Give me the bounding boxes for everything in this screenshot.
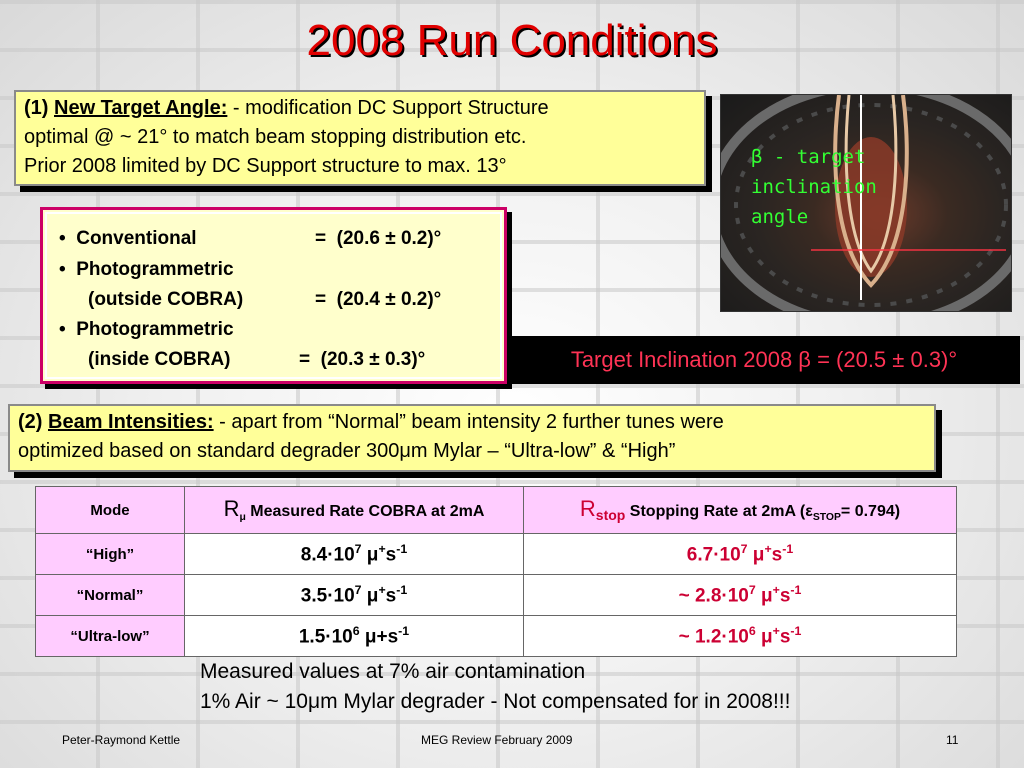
- target-inclination-result: Target Inclination 2008 β = (20.5 ± 0.3)°: [508, 336, 1020, 384]
- table-row: [36, 534, 957, 575]
- stopping-rate-cell: ~ $2.8\cdot 10^7$ $\mu^+s^{-1}$: [524, 575, 957, 616]
- header-mode: Mode: [36, 487, 185, 534]
- bullet: •: [59, 319, 66, 340]
- measured-rate-cell: $8.4\cdot 10^7$ $\mu^+s^{-1}$: [185, 534, 524, 575]
- mode-cell: “Normal”: [36, 575, 185, 616]
- box1-text1: - modification DC Support Structure: [227, 97, 549, 119]
- box2-heading: Beam Intensities:: [48, 411, 214, 433]
- measurement-value: = (20.3 ± 0.3)°: [299, 349, 426, 370]
- bullet: •: [59, 259, 66, 280]
- beam-intensities-box: [8, 404, 936, 472]
- measurement-value: = (20.6 ± 0.2)°: [315, 228, 442, 249]
- bullet: •: [59, 228, 66, 249]
- measured-rate-cell: $1.5\cdot 10^6$ $\mu+s^{-1}$: [185, 616, 524, 657]
- photo-annotation: β - target: [751, 146, 866, 168]
- measurement-label: Photogrammetric: [76, 259, 234, 280]
- header-measured-rate: $R_\mu$ Measured Rate COBRA at 2mA: [185, 487, 524, 534]
- box2-line2: optimized based on standard degrader 300μm Mylar – “Ultra-low” & “High”: [18, 440, 676, 462]
- measurement-label: Conventional: [76, 228, 197, 249]
- box2-prefix: (2): [18, 411, 48, 433]
- box1-line3: Prior 2008 limited by DC Support structure to max. 13°: [24, 155, 507, 177]
- measured-rate-cell: $3.5\cdot 10^7$ $\mu^+s^{-1}$: [185, 575, 524, 616]
- header-stopping-rate: $R_{stop}$ Stopping Rate at 2mA $(\varepsilon_{STOP}= 0.794)$: [524, 487, 957, 534]
- target-photo-illustration: [721, 95, 1011, 311]
- footer-author: Peter-Raymond Kettle: [62, 733, 181, 747]
- notes: [200, 657, 790, 717]
- measurement-value: = (20.4 ± 0.2)°: [315, 289, 442, 310]
- stopping-rate-cell: $6.7\cdot 10^7$ $\mu^+s^{-1}$: [524, 534, 957, 575]
- beam-modes-table: [35, 486, 957, 657]
- stopping-rate-cell: ~ $1.2\cdot 10^6$ $\mu^+s^{-1}$: [524, 616, 957, 657]
- angle-measurements-box: [40, 207, 507, 384]
- note-line: Measured values at 7% air contamination: [200, 660, 586, 683]
- box1-line2: optimal @ ~ 21° to match beam stopping distribution etc.: [24, 126, 527, 148]
- photo-annotation: angle: [751, 206, 809, 228]
- target-photo: [720, 94, 1012, 312]
- photo-annotation: inclination: [751, 176, 877, 198]
- measurement-label: (outside COBRA): [88, 289, 244, 310]
- note-line: 1% Air ~ 10μm Mylar degrader - Not compensated for in 2008!!!: [200, 690, 791, 713]
- mode-cell: “Ultra-low”: [36, 616, 185, 657]
- box1-heading: New Target Angle:: [54, 97, 228, 119]
- box2-text1: - apart from “Normal” beam intensity 2 further tunes were: [213, 411, 724, 433]
- table-row: [36, 616, 957, 657]
- table-header-row: [36, 487, 957, 534]
- measurement-label: Photogrammetric: [76, 319, 234, 340]
- footer-page-number: 11: [946, 733, 959, 747]
- footer-event: MEG Review February 2009: [421, 733, 573, 747]
- box1-prefix: (1): [24, 97, 54, 119]
- slide-title: 2008 Run Conditions: [306, 16, 718, 65]
- table-row: [36, 575, 957, 616]
- target-angle-box: [14, 90, 706, 186]
- mode-cell: “High”: [36, 534, 185, 575]
- measurement-label: (inside COBRA): [88, 349, 231, 370]
